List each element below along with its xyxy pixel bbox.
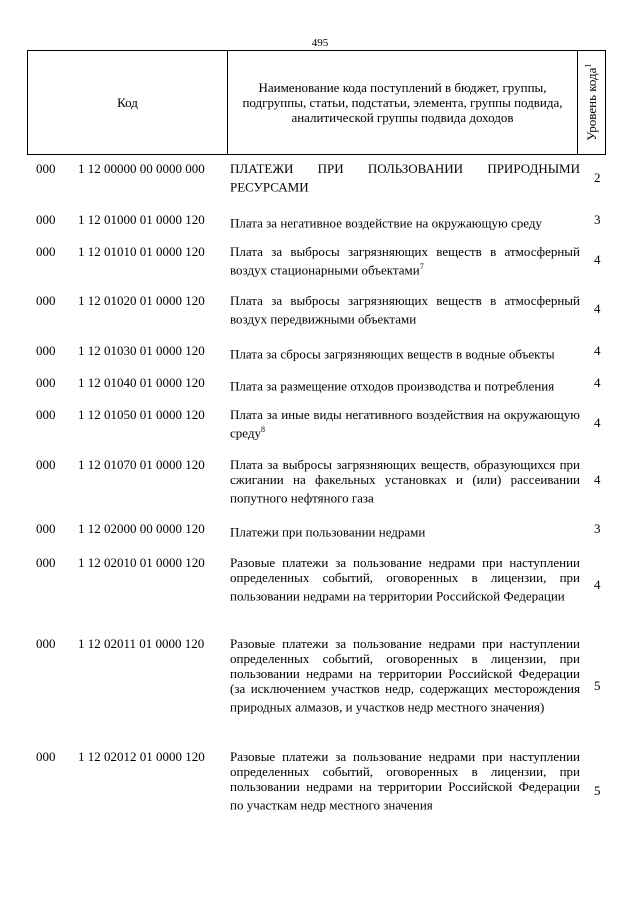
row-level: 4 xyxy=(594,415,601,430)
row-admin-code: 000 xyxy=(36,636,56,651)
row-code: 1 12 00000 00 0000 000 xyxy=(78,161,205,176)
row-code: 1 12 02010 01 0000 120 xyxy=(78,555,205,570)
row-admin-code: 000 xyxy=(36,555,56,570)
row-code: 1 12 01070 01 0000 120 xyxy=(78,457,205,472)
row-name-text: Плата за размещение отходов производства и потребления xyxy=(230,378,555,394)
row-admin-code: 000 xyxy=(36,212,56,227)
row-code: 1 12 01010 01 0000 120 xyxy=(78,244,205,259)
row-code: 1 12 01030 01 0000 120 xyxy=(78,343,205,358)
row-name xyxy=(230,375,580,393)
row-admin-code: 000 xyxy=(36,244,56,259)
row-level: 3 xyxy=(594,212,601,227)
row-code: 1 12 01040 01 0000 120 xyxy=(78,375,205,390)
row-level: 5 xyxy=(594,783,601,798)
row-admin-code: 000 xyxy=(36,521,56,536)
row-level: 4 xyxy=(594,375,601,390)
row-footnote: 7 xyxy=(419,262,424,271)
row-level: 4 xyxy=(594,252,601,267)
row-footnote: 8 xyxy=(260,425,265,434)
row-code: 1 12 02012 01 0000 120 xyxy=(78,749,205,764)
row-name-text: ПЛАТЕЖИ ПРИ ПОЛЬЗОВАНИИ ПРИРОДНЫМИ РЕСУРСАМИ xyxy=(230,161,580,195)
header-level-footnote: 1 xyxy=(583,63,593,68)
row-level: 4 xyxy=(594,343,601,358)
row-name xyxy=(230,521,580,539)
row-admin-code: 000 xyxy=(36,749,56,764)
row-admin-code: 000 xyxy=(36,457,56,472)
page-number: 495 xyxy=(311,37,329,49)
row-name-text: Платежи при пользовании недрами xyxy=(230,524,426,540)
row-name xyxy=(230,555,580,603)
row-admin-code: 000 xyxy=(36,407,56,422)
row-name xyxy=(230,343,580,361)
row-level: 4 xyxy=(594,472,601,487)
row-admin-code: 000 xyxy=(36,375,56,390)
row-level: 2 xyxy=(594,170,601,185)
row-admin-code: 000 xyxy=(36,343,56,358)
row-admin-code: 000 xyxy=(36,293,56,308)
row-level: 4 xyxy=(594,301,601,316)
row-code: 1 12 02011 01 0000 120 xyxy=(78,636,205,651)
row-name-text: Плата за негативное воздействие на окружающую среду xyxy=(230,215,542,231)
row-name-text: Разовые платежи за пользование недрами при наступлении определенных событий, оговоренных в лицензии, при пользовании недрами на территории Российской Федерации xyxy=(230,555,580,604)
header-name: Наименование кода поступлений в бюджет, группы, подгруппы, статьи, подстатьи, элемента, группы подвида, аналитической группы подвида доходов xyxy=(228,51,578,154)
row-name xyxy=(230,636,580,714)
row-name-text: Плата за выбросы загрязняющих веществ, образующихся при сжигании на факельных установках и (или) рассеивании попутного нефтяного газа xyxy=(230,457,580,506)
row-name xyxy=(230,749,580,812)
table-header xyxy=(27,50,606,155)
row-name xyxy=(230,457,580,505)
row-code: 1 12 01050 01 0000 120 xyxy=(78,407,205,422)
header-level-text xyxy=(584,64,600,141)
row-name xyxy=(230,212,580,230)
row-level: 3 xyxy=(594,521,601,536)
row-level: 5 xyxy=(594,678,601,693)
row-code: 1 12 02000 00 0000 120 xyxy=(78,521,205,536)
row-name-text: Плата за сбросы загрязняющих веществ в водные объекты xyxy=(230,346,555,362)
row-name-text: Плата за выбросы загрязняющих веществ в атмосферный воздух передвижными объектами xyxy=(230,293,580,327)
row-admin-code: 000 xyxy=(36,161,56,176)
row-name xyxy=(230,293,580,326)
header-level xyxy=(579,51,605,154)
row-name xyxy=(230,161,580,194)
row-name xyxy=(230,407,580,440)
row-level: 4 xyxy=(594,577,601,592)
row-code: 1 12 01000 01 0000 120 xyxy=(78,212,205,227)
header-level-label: Уровень кода xyxy=(584,67,600,142)
row-name-text: Плата за выбросы загрязняющих веществ в атмосферный воздух стационарными объектами xyxy=(230,244,580,278)
header-code: Код xyxy=(28,51,228,154)
row-name xyxy=(230,244,580,277)
row-name-text: Плата за иные виды негативного воздействия на окружающую среду xyxy=(230,407,580,441)
row-code: 1 12 01020 01 0000 120 xyxy=(78,293,205,308)
row-name-text: Разовые платежи за пользование недрами при наступлении определенных событий, оговоренных в лицензии, при пользовании недрами на территории Российской Федерации по участкам недр местного значения xyxy=(230,749,580,813)
row-name-text: Разовые платежи за пользование недрами при наступлении определенных событий, оговоренных в лицензии, при пользовании недрами на территории Российской Федерации (за исключением участков недр, содержащих месторождения природных алмазов, и участков недр местного значения) xyxy=(230,636,580,715)
